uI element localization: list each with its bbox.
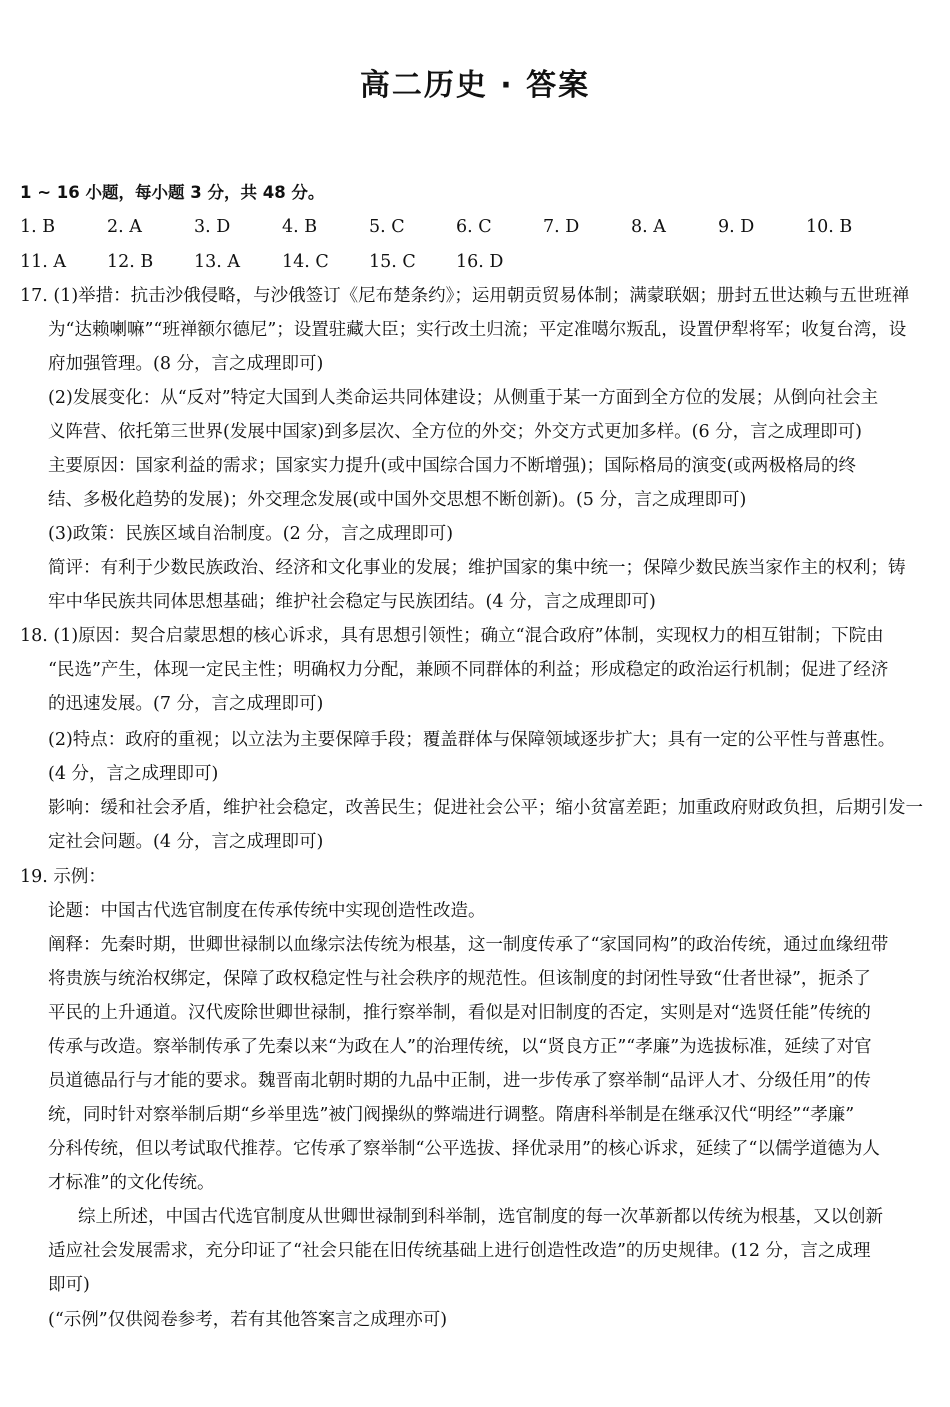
page-title: 高二历史 · 答案 [359,68,591,103]
q19-line: 将贵族与统治权绑定，保障了政权稳定性与社会秩序的规范性。但该制度的封闭性导致“仕者世禄”，扼杀了 [48,969,871,989]
q19-line: 统，同时针对察举制后期“乡举里选”被门阀操纵的弊端进行调整。隋唐科举制是在继承汉代“明经”“孝廉” [48,1105,855,1125]
footer-note: (“示例”仅供阅卷参考，若有其他答案言之成理亦可) [48,1310,448,1330]
q17-line: (2)发展变化：从“反对”特定大国到人类命运共同体建设；从侧重于某一方面到全方位的发展；从倒向社会主 [48,388,879,408]
q19-line: 综上所述，中国古代选官制度从世卿世禄制到科举制，选官制度的每一次革新都以传统为根基，又以创新 [78,1207,883,1227]
mc-answer: 10. B [806,217,853,237]
q18-line: 18. (1)原因：契合启蒙思想的核心诉求，具有思想引领性；确立“混合政府”体制，实现权力的相互钳制；下院由 [20,626,884,646]
mc-answer: 7. D [543,217,580,237]
mc-answer: 5. C [369,217,405,237]
q19-line: 分科传统，但以考试取代推荐。它传承了察举制“公平选拔、择优录用”的核心诉求，延续了“以儒学道德为人 [48,1139,880,1159]
q18-line: (2)特点：政府的重视；以立法为主要保障手段；覆盖群体与保障领域逐步扩大；具有一定的公平性与普惠性。 [48,730,896,750]
mc-answer: 9. D [718,217,755,237]
q19-line: 19. 示例： [20,867,106,887]
mc-answer: 12. B [107,252,154,272]
q19-line: 员道德品行与才能的要求。魏晋南北朝时期的九品中正制，进一步传承了察举制“品评人才、分级任用”的传 [48,1071,871,1091]
q19-line: 才标准”的文化传统。 [48,1173,215,1193]
mc-intro-text: 小题，每小题 3 分，共 48 分。 [79,183,325,202]
q17-line: 结、多极化趋势的发展)；外交理念发展(或中国外交思想不断创新)。(5 分，言之成理即可) [48,490,747,510]
mc-answer: 6. C [456,217,492,237]
mc-answer: 8. A [631,217,666,237]
q17-line: 府加强管理。(8 分，言之成理即可) [48,354,324,374]
q19-line: 适应社会发展需求，充分印证了“社会只能在旧传统基础上进行创造性改造”的历史规律。(12 分，言之成理 [48,1241,871,1261]
q19-line: 即可) [48,1275,90,1295]
q18-line: “民选”产生，体现一定民主性；明确权力分配，兼顾不同群体的利益；形成稳定的政治运行机制；促进了经济 [48,660,889,680]
mc-answer: 11. A [20,252,67,272]
mc-answer-row [0,251,950,273]
q17-line: 牢中华民族共同体思想基础；维护社会稳定与民族团结。(4 分，言之成理即可) [48,592,656,612]
q17-line: 主要原因：国家利益的需求；国家实力提升(或中国综合国力不断增强)；国际格局的演变(或两极格局的终 [48,456,856,476]
mc-answer: 15. C [369,252,416,272]
q18-line: 定社会问题。(4 分，言之成理即可) [48,832,324,852]
mc-intro [20,182,324,204]
q18-line: 影响：缓和社会矛盾，维护社会稳定，改善民生；促进社会公平；缩小贫富差距；加重政府财政负担，后期引发一 [48,798,923,818]
q19-line: 平民的上升通道。汉代废除世卿世禄制，推行察举制，看似是对旧制度的否定，实则是对“选贤任能”传统的 [48,1003,871,1023]
mc-answer: 14. C [282,252,329,272]
q19-line: 论题：中国古代选官制度在传承传统中实现创造性改造。 [48,901,486,921]
mc-answer-row [0,216,950,238]
mc-answer: 13. A [194,252,241,272]
q19-line: 阐释：先秦时期，世卿世禄制以血缘宗法传统为根基，这一制度传承了“家国同构”的政治传统，通过血缘纽带 [48,935,889,955]
q18-line: (4 分，言之成理即可) [48,764,219,784]
mc-answer: 2. A [107,217,142,237]
q17-line: 义阵营、依托第三世界(发展中国家)到多层次、全方位的外交；外交方式更加多样。(6 分，言之成理即可) [48,422,863,442]
q17-line: 为“达赖喇嘛”“班禅额尔德尼”；设置驻藏大臣；实行改土归流；平定准噶尔叛乱，设置伊犁将军；收复台湾，设 [48,320,907,340]
mc-answer: 16. D [456,252,504,272]
mc-answer: 4. B [282,217,318,237]
mc-answer: 3. D [194,217,231,237]
q19-line: 传承与改造。察举制传承了先秦以来“为政在人”的治理传统，以“贤良方正”“孝廉”为选拔标准，延续了对官 [48,1037,872,1057]
q17-line: 17. (1)举措：抗击沙俄侵略，与沙俄签订《尼布楚条约》；运用朝贡贸易体制；满蒙联姻；册封五世达赖与五世班禅 [20,286,910,306]
mc-answer: 1. B [20,217,56,237]
q18-line: 的迅速发展。(7 分，言之成理即可) [48,694,324,714]
q17-line: (3)政策：民族区域自治制度。(2 分，言之成理即可) [48,524,454,544]
mc-range: 1 ~ 16 [20,183,80,202]
q17-line: 简评：有利于少数民族政治、经济和文化事业的发展；维护国家的集中统一；保障少数民族当家作主的权利；铸 [48,558,906,578]
